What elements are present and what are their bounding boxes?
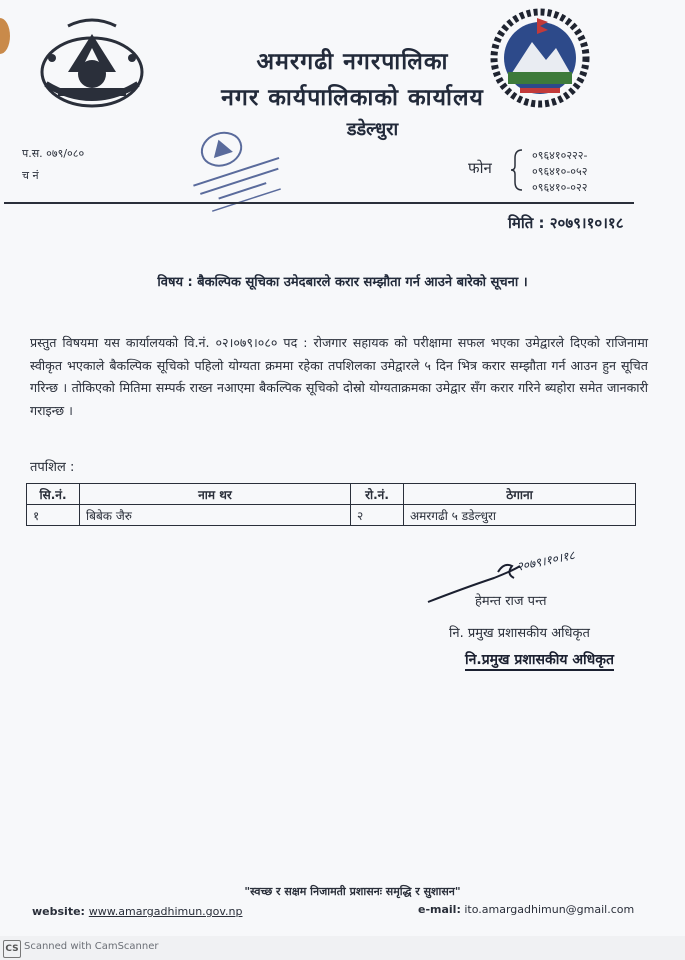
signer-name: हेमन्त राज पन्त (475, 594, 547, 609)
scanner-watermark-text: Scanned with CamScanner (24, 941, 159, 952)
office-name: नगर कार्यपालिकाको कार्यालय (221, 85, 484, 111)
website-label: website: (32, 905, 85, 918)
cell-address: अमरगढी ५ डडेल्धुरा (404, 505, 636, 526)
candidate-table (26, 483, 636, 526)
footer-email (418, 903, 634, 916)
footer-website (32, 905, 243, 918)
column-header-address: ठेगाना (404, 484, 636, 505)
municipality-name: अमरगढी नगरपालिका (256, 49, 449, 75)
letter-date: मिति : २०७९।१०।१८ (508, 214, 624, 232)
details-label: तपशिल : (30, 460, 75, 475)
table-header-row (27, 484, 636, 505)
phone-number: ०९६४१०२२२- (532, 149, 588, 162)
handwritten-date: २०७९।१०।१८ (515, 548, 576, 574)
email-label: e-mail: (418, 903, 461, 916)
district-name: डडेल्धुरा (346, 119, 399, 140)
letter-body: प्रस्तुत विषयमा यस कार्यालयको वि.नं. ०२।०७९।०८० पद : रोजगार सहायक को परीक्षामा सफल भएका उमेद्वारले दिएको राजिनामा स्वीकृत भएकाले बैकल्पिक सूचिको पहिलो योग्यता क्रममा रहेका तपशिलका उमेद्वारले ५ दिन भित्र करार सम्झौता गर्न आउन हुन सूचित गरिन्छ । तोकिएको मितिमा सम्पर्क राख्न नआएमा बैकल्पिक सूचिको दोस्रो योग्यताक्रमका उमेद्वार सँग करार गरिने ब्यहोरा समेत जानकारी गराइन्छ । (30, 335, 648, 418)
reference-number: प.स. ०७९/०८० (22, 147, 85, 160)
table-row (27, 505, 636, 526)
website-link[interactable]: www.amargadhimun.gov.np (88, 905, 243, 918)
column-header-name: नाम थर (80, 484, 351, 505)
dispatch-number: च नं (22, 169, 39, 182)
column-header-roll: रो.नं. (351, 484, 404, 505)
column-header-sn: सि.नं. (27, 484, 80, 505)
email-address: ito.amargadhimun@gmail.com (464, 903, 635, 916)
cell-roll: २ (351, 505, 404, 526)
brace-icon (510, 148, 524, 192)
phone-number: ०९६४१०-०५२ (532, 165, 588, 178)
footer-motto: "स्वच्छ र सक्षम निजामती प्रशासनः समृद्धि र सुशासन" (244, 885, 461, 898)
phone-label: फोन (468, 159, 492, 177)
header-divider (4, 202, 634, 204)
designation-stamp: नि.प्रमुख प्रशासकीय अधिकृत (465, 650, 614, 671)
letter-subject: विषय : बैकल्पिक सूचिका उमेदबारले करार सम्झौता गर्न आउने बारेको सूचना । (157, 275, 528, 290)
signer-designation: नि. प्रमुख प्रशासकीय अधिकृत (449, 626, 590, 641)
cell-name: बिबेक जैरु (80, 505, 351, 526)
camscanner-logo-icon: CS (3, 940, 21, 958)
cell-sn: १ (27, 505, 80, 526)
scanner-watermark-bar (0, 936, 685, 960)
phone-number: ०९६४१०-०२२ (532, 181, 588, 194)
